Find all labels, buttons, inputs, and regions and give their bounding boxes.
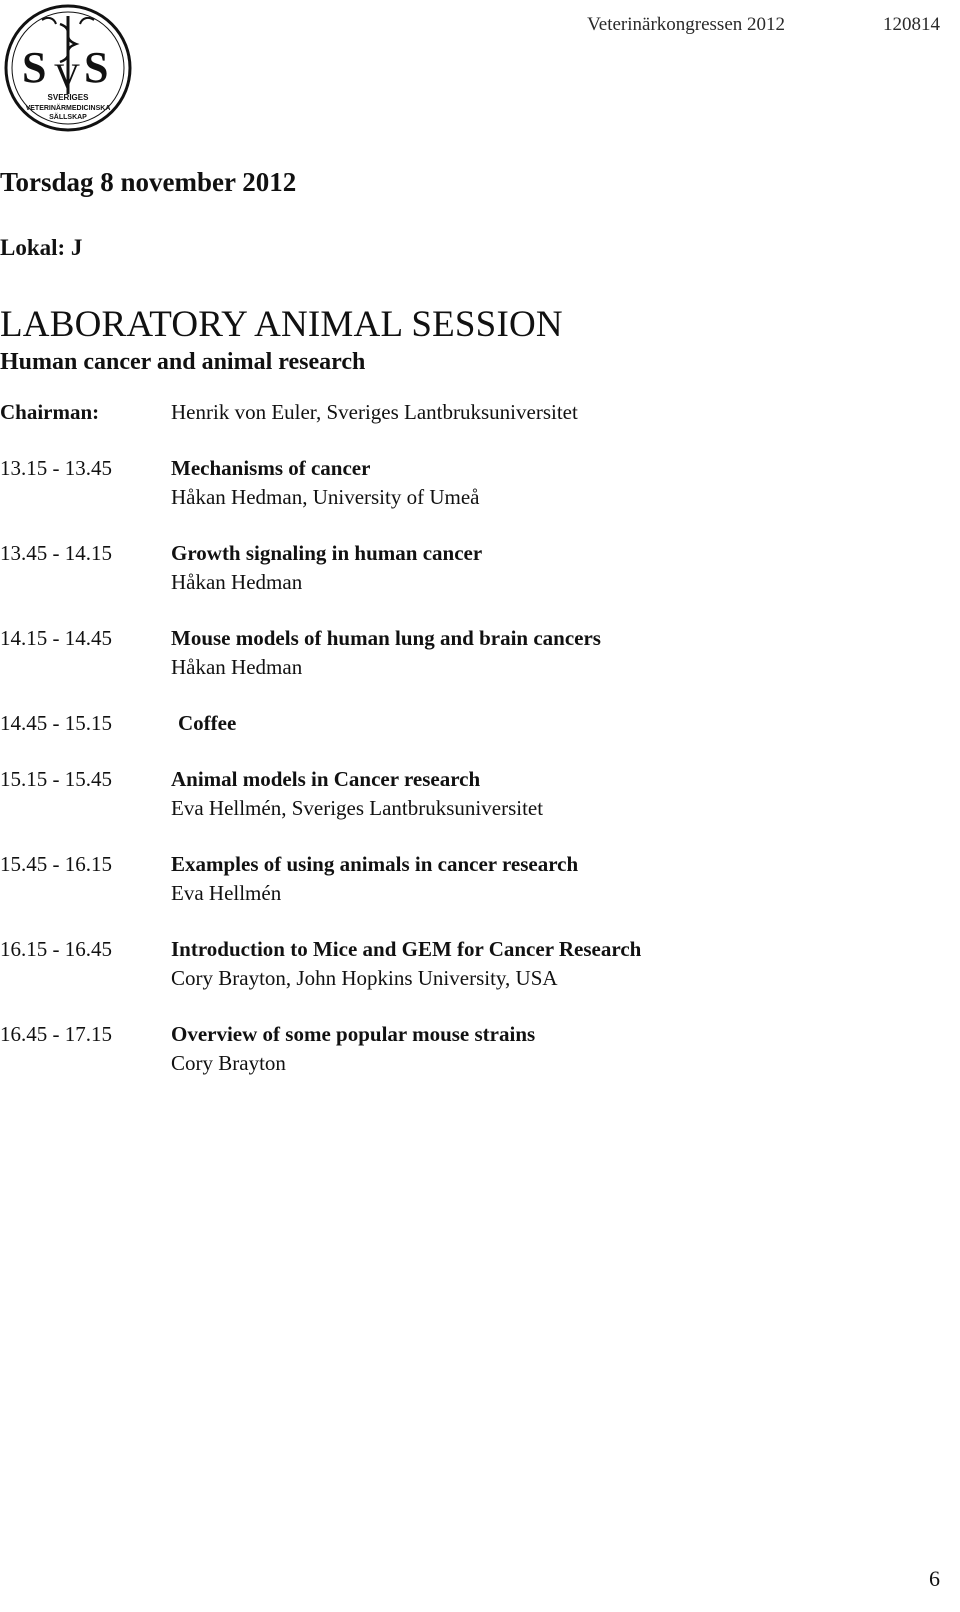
schedule-speaker: Håkan Hedman, University of Umeå <box>171 485 480 509</box>
schedule-title: Overview of some popular mouse strains <box>171 1022 536 1046</box>
schedule-time: 16.45 - 17.15 <box>0 1022 112 1046</box>
schedule-title: Examples of using animals in cancer research <box>171 852 579 876</box>
schedule-time: 14.45 - 15.15 <box>0 711 112 735</box>
schedule-time: 14.15 - 14.45 <box>0 626 112 650</box>
schedule-speaker: Håkan Hedman <box>171 655 303 679</box>
schedule-speaker: Cory Brayton <box>171 1051 286 1075</box>
chairman-name: Henrik von Euler, Sveriges Lantbruksuniversitet <box>171 400 578 424</box>
schedule-speaker: Cory Brayton, John Hopkins University, USA <box>171 966 558 990</box>
schedule-title: Mechanisms of cancer <box>171 456 371 480</box>
schedule-title: Introduction to Mice and GEM for Cancer Research <box>171 937 642 961</box>
page-number: 6 <box>929 1566 940 1591</box>
schedule-speaker: Eva Hellmén <box>171 881 282 905</box>
logo-letter-v: V <box>54 56 80 96</box>
schedule-time: 15.15 - 15.45 <box>0 767 112 791</box>
logo-letter-s2: S <box>84 43 109 92</box>
document-code: 120814 <box>883 14 940 35</box>
schedule-title: Coffee <box>178 711 237 735</box>
logo-text-line3: SÄLLSKAP <box>49 114 87 121</box>
schedule-time: 15.45 - 16.15 <box>0 852 112 876</box>
schedule-title: Animal models in Cancer research <box>171 767 481 791</box>
session-title: LABORATORY ANIMAL SESSION <box>0 304 563 345</box>
chairman-label: Chairman: <box>0 400 100 424</box>
session-subtitle: Human cancer and animal research <box>0 349 366 375</box>
society-logo <box>2 2 134 134</box>
logo-text-line1: SVERIGES <box>47 93 89 102</box>
date-heading: Torsdag 8 november 2012 <box>0 167 297 197</box>
schedule-title: Mouse models of human lung and brain cancers <box>171 626 601 650</box>
schedule-speaker: Håkan Hedman <box>171 570 303 594</box>
logo-letter-s1: S <box>22 43 47 92</box>
page-header <box>587 14 940 36</box>
schedule-time: 13.15 - 13.45 <box>0 456 112 480</box>
schedule-time: 16.15 - 16.45 <box>0 937 112 961</box>
schedule-time: 13.45 - 14.15 <box>0 541 112 565</box>
schedule-title: Growth signaling in human cancer <box>171 541 483 565</box>
schedule-speaker: Eva Hellmén, Sveriges Lantbruksuniversitet <box>171 796 544 820</box>
room-label: Lokal: J <box>0 235 83 260</box>
conference-name: Veterinärkongressen 2012 <box>587 14 785 35</box>
logo-text-line2: VETERINÄRMEDICINSKA <box>25 105 111 112</box>
